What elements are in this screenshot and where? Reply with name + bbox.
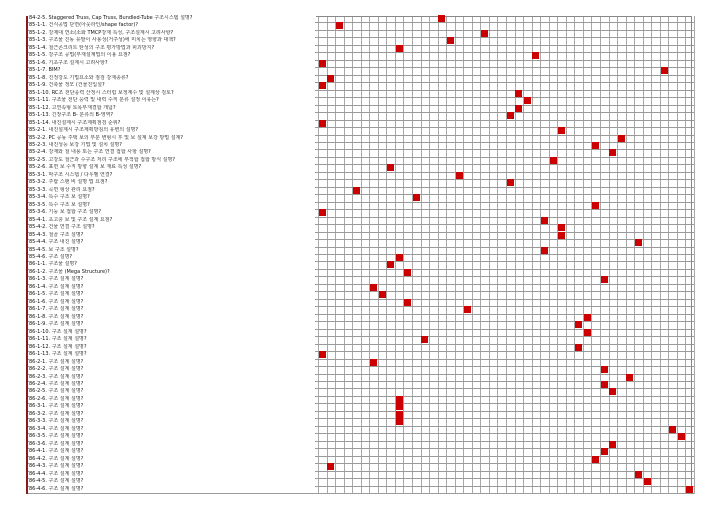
question-label: 85-4-4. 구조 내진 설명? [29, 239, 315, 246]
marked-cell [379, 291, 386, 298]
marked-cell [618, 135, 625, 142]
marked-cell [507, 179, 514, 186]
question-label: 86-4-4. 구조 설계 설명? [29, 471, 315, 478]
question-label: 86-1-6. 구조 설계 설명? [29, 299, 315, 306]
marked-cell [507, 112, 514, 119]
question-label: 85-1-10. RC조 전단응력 산정시 스터럽 보정계수 및 설계상 검토? [29, 90, 315, 97]
marked-cell [396, 411, 403, 418]
marked-cell [387, 164, 394, 171]
question-label: 86-1-11. 구조 설계 설명? [29, 336, 315, 343]
question-label: 85-1-2. 강제대 연소(소화 TMCP강재 특성, 구조설계시 고려사항? [29, 30, 315, 37]
question-label: 86-3-4. 구조 설계 설명? [29, 426, 315, 433]
marked-cell [601, 366, 608, 373]
question-label: 86-3-3. 구조 설계 설명? [29, 418, 315, 425]
marked-cell [601, 448, 608, 455]
question-label: 85-4-3. 철골 구조 설명? [29, 232, 315, 239]
question-label: 85-3-3. 곡면 형상 관리 요점? [29, 187, 315, 194]
marked-cell [396, 403, 403, 410]
marked-cell [575, 344, 582, 351]
marked-cell [558, 232, 565, 239]
question-label: 85-4-1. 초고층 보 및 구조 설계 요점? [29, 217, 315, 224]
marked-cell [413, 194, 420, 201]
question-label: 86-1-12. 구조 설계 설명? [29, 344, 315, 351]
marked-cell [592, 142, 599, 149]
question-label: 85-1-7. BIM? [29, 67, 315, 74]
marked-cell [678, 433, 685, 440]
question-label: 86-4-6. 구조 설계 설명? [29, 486, 315, 493]
marked-cell [387, 261, 394, 268]
question-label: 86-2-6. 구조 설계 설명? [29, 396, 315, 403]
question-label: 85-1-4. 철근콘크리트 탄성의 구조 평가방법과 피괴방지? [29, 45, 315, 52]
marked-cell [421, 336, 428, 343]
marked-cell [370, 284, 377, 291]
marked-cell [558, 224, 565, 231]
marked-cell [575, 321, 582, 328]
grid-frame [316, 16, 692, 494]
marked-cell [515, 105, 522, 112]
marked-cell [558, 127, 565, 134]
question-label: 86-2-4. 구조 설계 설명? [29, 381, 315, 388]
marked-cell [515, 90, 522, 97]
question-label: 86-2-5. 구조 설계 설명? [29, 388, 315, 395]
question-label: 86-1-2. 구조물 (Mega Structure)? [29, 269, 315, 276]
question-label: 86-1-8. 구조 설계 설명? [29, 314, 315, 321]
marked-cell [609, 441, 616, 448]
question-label: 86-1-10. 구조 설계 설명? [29, 329, 315, 336]
question-label: 86-1-7. 구조 설계 설명? [29, 306, 315, 313]
marked-cell [601, 276, 608, 283]
question-label: 85-1-5. 강구조 공법(부재설계법의 이용 요점? [29, 52, 315, 59]
marked-cell [541, 217, 548, 224]
question-label: 85-1-12. 고연속형 토목부재결합 개념? [29, 105, 315, 112]
question-label: 86-1-13. 구조 설계 설명? [29, 351, 315, 358]
question-label: 86-3-5. 구조 설계 설명? [29, 433, 315, 440]
question-label: 85-1-11. 구조물 전단 응력 및 내력 수직 분류 설정 이유는? [29, 97, 315, 104]
marked-cell [524, 97, 531, 104]
marked-cell [353, 187, 360, 194]
question-label: 86-3-2. 구조 설계 설명? [29, 411, 315, 418]
question-label: 86-2-3. 구조 설계 설명? [29, 374, 315, 381]
question-label: 85-2-5. 고강도 철근과 수구조 처리 구조에 부적합 접합 방식 설명? [29, 157, 315, 164]
question-label: 85-1-3. 구조물 진동 유발이 사용성(거주성)에 미치는 영향과 대책? [29, 37, 315, 44]
question-label: 85-4-2. 건물 연결 구조 설명? [29, 224, 315, 231]
question-label: 86-3-6. 구조 설계 설명? [29, 441, 315, 448]
marked-cell [601, 381, 608, 388]
question-label: 85-1-6. 기초구조 설계시 고려사항? [29, 60, 315, 67]
marked-cell [336, 22, 343, 29]
question-label: 86-1-3. 구조 설계 설명? [29, 276, 315, 283]
marked-cell [456, 172, 463, 179]
marked-cell [327, 75, 334, 82]
marked-cell [319, 82, 326, 89]
question-label: 85-2-3. 내진성능 보강 기법 및 설치 설명? [29, 142, 315, 149]
marked-cell [644, 478, 651, 485]
question-label: 86-1-1. 구조물 설명? [29, 261, 315, 268]
marked-cell [396, 45, 403, 52]
question-label: 85-1-1. 건식공법 단면(아웃라인/shape factor)? [29, 22, 315, 29]
marked-cell [584, 329, 591, 336]
question-label: 84-2-5. Staggered Truss, Cap Truss, Bundled-Tube 구조시스템 설명? [29, 15, 315, 22]
question-label: 86-4-3. 구조 설계 설명? [29, 463, 315, 470]
question-label: 86-2-1. 구조 설계 설명? [29, 359, 315, 366]
question-label: 85-2-6. 표면 보 수직 방향 설계 보 재료 특성 설명? [29, 164, 315, 171]
marked-cell [464, 306, 471, 313]
question-label: 86-2-2. 구조 설계 설명? [29, 366, 315, 373]
marked-cell [661, 67, 668, 74]
question-label: 85-3-5. 특수 구조 보 설명? [29, 202, 315, 209]
marked-cell [550, 157, 557, 164]
question-label: 85-3-1. 막구조 시스템 / 다우벨 연결? [29, 172, 315, 179]
marked-cell [327, 463, 334, 470]
marked-cell [396, 254, 403, 261]
marked-cell [686, 486, 693, 493]
question-label: 86-1-5. 구조 설계 설명? [29, 291, 315, 298]
question-label: 85-1-8. 진정강도 기법요소와 점검 강재종류? [29, 75, 315, 82]
question-label: 86-4-2. 구조 설계 설명? [29, 456, 315, 463]
marked-cell [635, 471, 642, 478]
marked-cell [626, 374, 633, 381]
marked-cell [396, 418, 403, 425]
marked-cell [396, 396, 403, 403]
question-label: 85-2-1. 내진설계시 구조계획방침의 유변의 설명? [29, 127, 315, 134]
question-label: 85-3-2. 주탑 스팬 비 설명 법 요점? [29, 179, 315, 186]
question-label: 85-1-9. 건축물 정모 (건물진입설? [29, 82, 315, 89]
question-label: 85-2-4. 강재와 철 내용 또는 구조 연결 접합 사항 설명? [29, 149, 315, 156]
marked-cell [404, 269, 411, 276]
marked-cell [447, 37, 454, 44]
marked-cell [404, 299, 411, 306]
marked-cell [319, 120, 326, 127]
marked-cell [584, 314, 591, 321]
marked-cell [541, 247, 548, 254]
marked-cell [669, 426, 676, 433]
question-label: 85-4-5. 보 구조 설명? [29, 247, 315, 254]
marked-cell [481, 30, 488, 37]
marked-cell [319, 60, 326, 67]
question-label: 86-3-1. 구조 설계 설명? [29, 403, 315, 410]
marked-cell [592, 202, 599, 209]
question-label: 86-1-9. 구조 설계 설명? [29, 321, 315, 328]
marked-cell [370, 359, 377, 366]
question-label: 85-2-2. PC 공동 주택 보의 부분 변형시 후 및 보 설계 보강 방법 설계? [29, 135, 315, 142]
question-label: 85-1-14. 내진설계시 구조계획점검 순위? [29, 120, 315, 127]
question-label: 85-4-6. 구조 설명? [29, 254, 315, 261]
grid-column-line [694, 16, 695, 494]
marked-cell [609, 388, 616, 395]
question-label: 86-4-5. 구조 설계 설명? [29, 478, 315, 485]
question-label: 85-3-4. 특수 구조 보 설명? [29, 194, 315, 201]
marked-cell [319, 209, 326, 216]
marked-cell [635, 239, 642, 246]
marked-cell [438, 15, 445, 22]
question-label: 86-1-4. 구조 설계 설명? [29, 284, 315, 291]
marked-cell [532, 52, 539, 59]
marked-cell [592, 456, 599, 463]
marked-cell [319, 351, 326, 358]
marked-cell [609, 149, 616, 156]
question-label: 86-4-1. 구조 설계 설명? [29, 448, 315, 455]
question-label: 85-3-6. 기둥 보 접합 구조 설명? [29, 209, 315, 216]
question-label: 85-1-13. 긴장구조 B- 분류의 B-영역? [29, 112, 315, 119]
